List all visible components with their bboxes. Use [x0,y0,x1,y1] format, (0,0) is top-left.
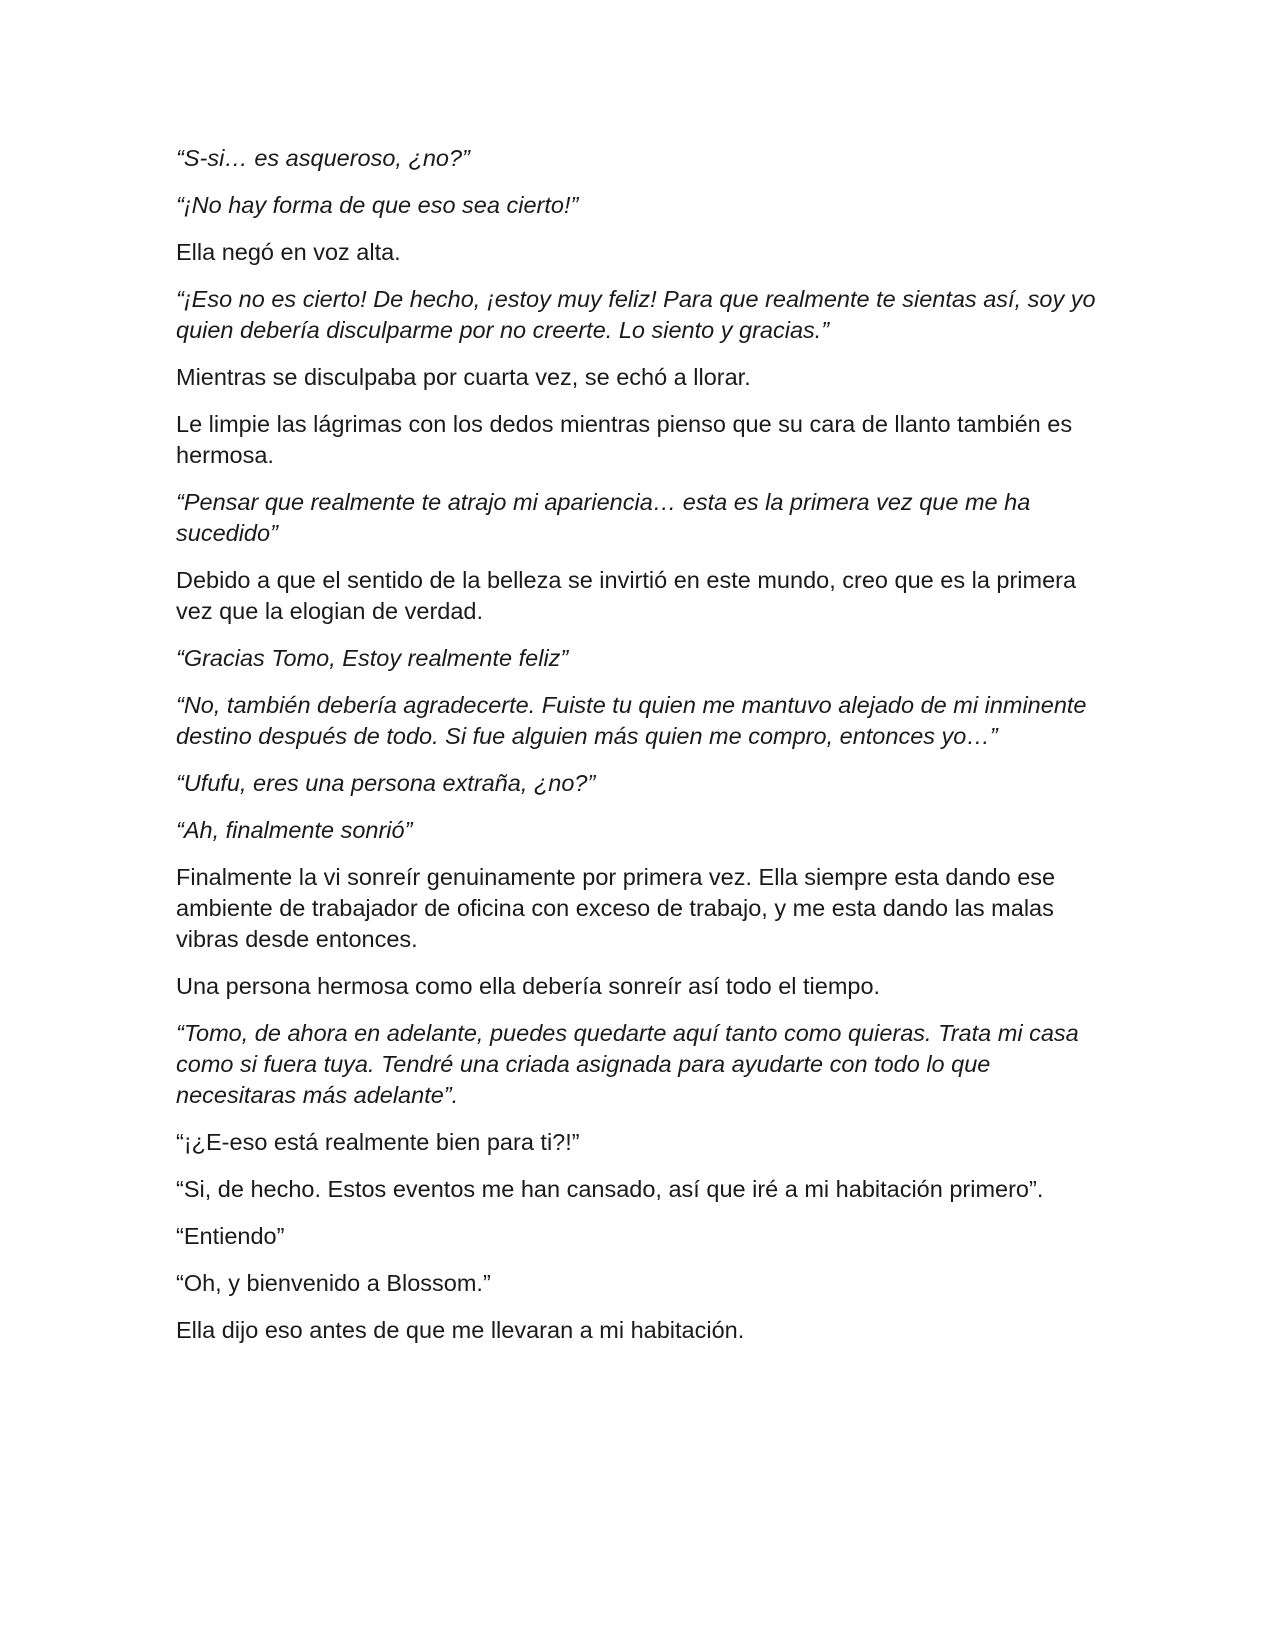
paragraph-narration: Finalmente la vi sonreír genuinamente por primera vez. Ella siempre esta dando ese ambiente de trabajador de oficina con exceso de trabajo, y me esta dando las malas vibras desde entonces. [176,864,1056,952]
paragraph-dialogue: “Pensar que realmente te atrajo mi apariencia… esta es la primera vez que me ha sucedido” [176,489,1031,546]
paragraph-dialogue: “Si, de hecho. Estos eventos me han cansado, así que iré a mi habitación primero”. [176,1176,1044,1202]
paragraph-narration: Ella negó en voz alta. [176,239,401,265]
paragraph-dialogue: “No, también debería agradecerte. Fuiste tu quien me mantuvo alejado de mi inminente destino después de todo. Si fue alguien más quien me compro, entonces yo…” [176,692,1087,749]
paragraph-dialogue: “Entiendo” [176,1223,285,1249]
paragraph-narration: Ella dijo eso antes de que me llevaran a mi habitación. [176,1317,745,1343]
paragraph-narration: Le limpie las lágrimas con los dedos mientras pienso que su cara de llanto también es hermosa. [176,411,1073,468]
paragraph-dialogue: “Tomo, de ahora en adelante, puedes quedarte aquí tanto como quieras. Trata mi casa como si fuera tuya. Tendré una criada asignada para ayudarte con todo lo que necesitaras más adelante”. [176,1020,1079,1108]
paragraph-narration: Debido a que el sentido de la belleza se invirtió en este mundo, creo que es la primera vez que la elogian de verdad. [176,567,1077,624]
paragraph-dialogue: “S-si… es asqueroso, ¿no?” [176,145,470,171]
paragraph-dialogue: “Ah, finalmente sonrió” [176,817,413,843]
paragraph-dialogue: “¡Eso no es cierto! De hecho, ¡estoy muy feliz! Para que realmente te sientas así, soy yo quien debería disculparme por no creerte. Lo siento y gracias.” [176,286,1096,343]
paragraph-narration: Mientras se disculpaba por cuarta vez, se echó a llorar. [176,364,751,390]
paragraph-narration: Una persona hermosa como ella debería sonreír así todo el tiempo. [176,973,881,999]
paragraph-dialogue: “Ufufu, eres una persona extraña, ¿no?” [176,770,596,796]
document-body [176,143,1106,1362]
paragraph-dialogue: “Gracias Tomo, Estoy realmente feliz” [176,645,569,671]
paragraph-dialogue: “¡No hay forma de que eso sea cierto!” [176,192,579,218]
paragraph-dialogue: “Oh, y bienvenido a Blossom.” [176,1270,491,1296]
paragraph-dialogue: “¡¿E-eso está realmente bien para ti?!” [176,1129,580,1155]
